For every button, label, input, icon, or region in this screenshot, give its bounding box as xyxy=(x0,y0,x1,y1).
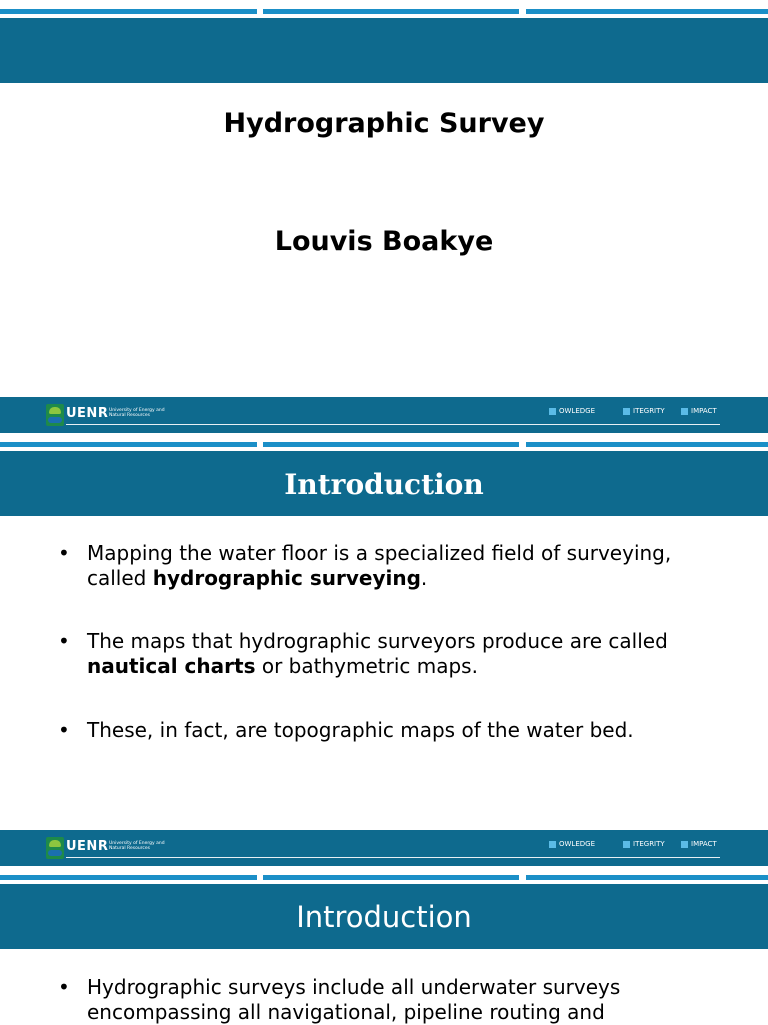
square-icon xyxy=(681,841,688,848)
slide2-header-band xyxy=(0,451,768,516)
value-knowledge: OWLEDGE xyxy=(549,407,595,415)
logo-text: UENR xyxy=(66,406,109,421)
logo-text: UENR xyxy=(66,839,109,854)
square-icon xyxy=(623,408,630,415)
slide3-title: Introduction xyxy=(296,900,472,934)
slide1-footer xyxy=(0,397,768,433)
slide3-header-band xyxy=(0,884,768,949)
slide1-author: Louvis Boakye xyxy=(274,226,494,257)
uenr-logo-icon xyxy=(46,837,64,859)
footer-divider xyxy=(66,857,720,858)
value-impact: IMPACT xyxy=(681,840,717,848)
uenr-logo-icon xyxy=(46,404,64,426)
slide2-footer xyxy=(0,830,768,866)
value-integrity: ITEGRITY xyxy=(623,840,665,848)
square-icon xyxy=(623,841,630,848)
value-knowledge: OWLEDGE xyxy=(549,840,595,848)
value-impact: IMPACT xyxy=(681,407,717,415)
logo-subtitle: University of Energy and Natural Resources xyxy=(109,408,165,418)
slide1-header-band xyxy=(0,18,768,83)
square-icon xyxy=(549,408,556,415)
square-icon xyxy=(681,408,688,415)
slide2-title: Introduction xyxy=(284,468,484,501)
slide1-title: Hydrographic Survey xyxy=(223,108,545,139)
value-integrity: ITEGRITY xyxy=(623,407,665,415)
square-icon xyxy=(549,841,556,848)
slide3-stripes xyxy=(0,875,768,880)
footer-divider xyxy=(66,424,720,425)
slide2-stripes xyxy=(0,442,768,447)
top-stripes xyxy=(0,9,768,14)
logo-subtitle: University of Energy and Natural Resources xyxy=(109,841,165,851)
